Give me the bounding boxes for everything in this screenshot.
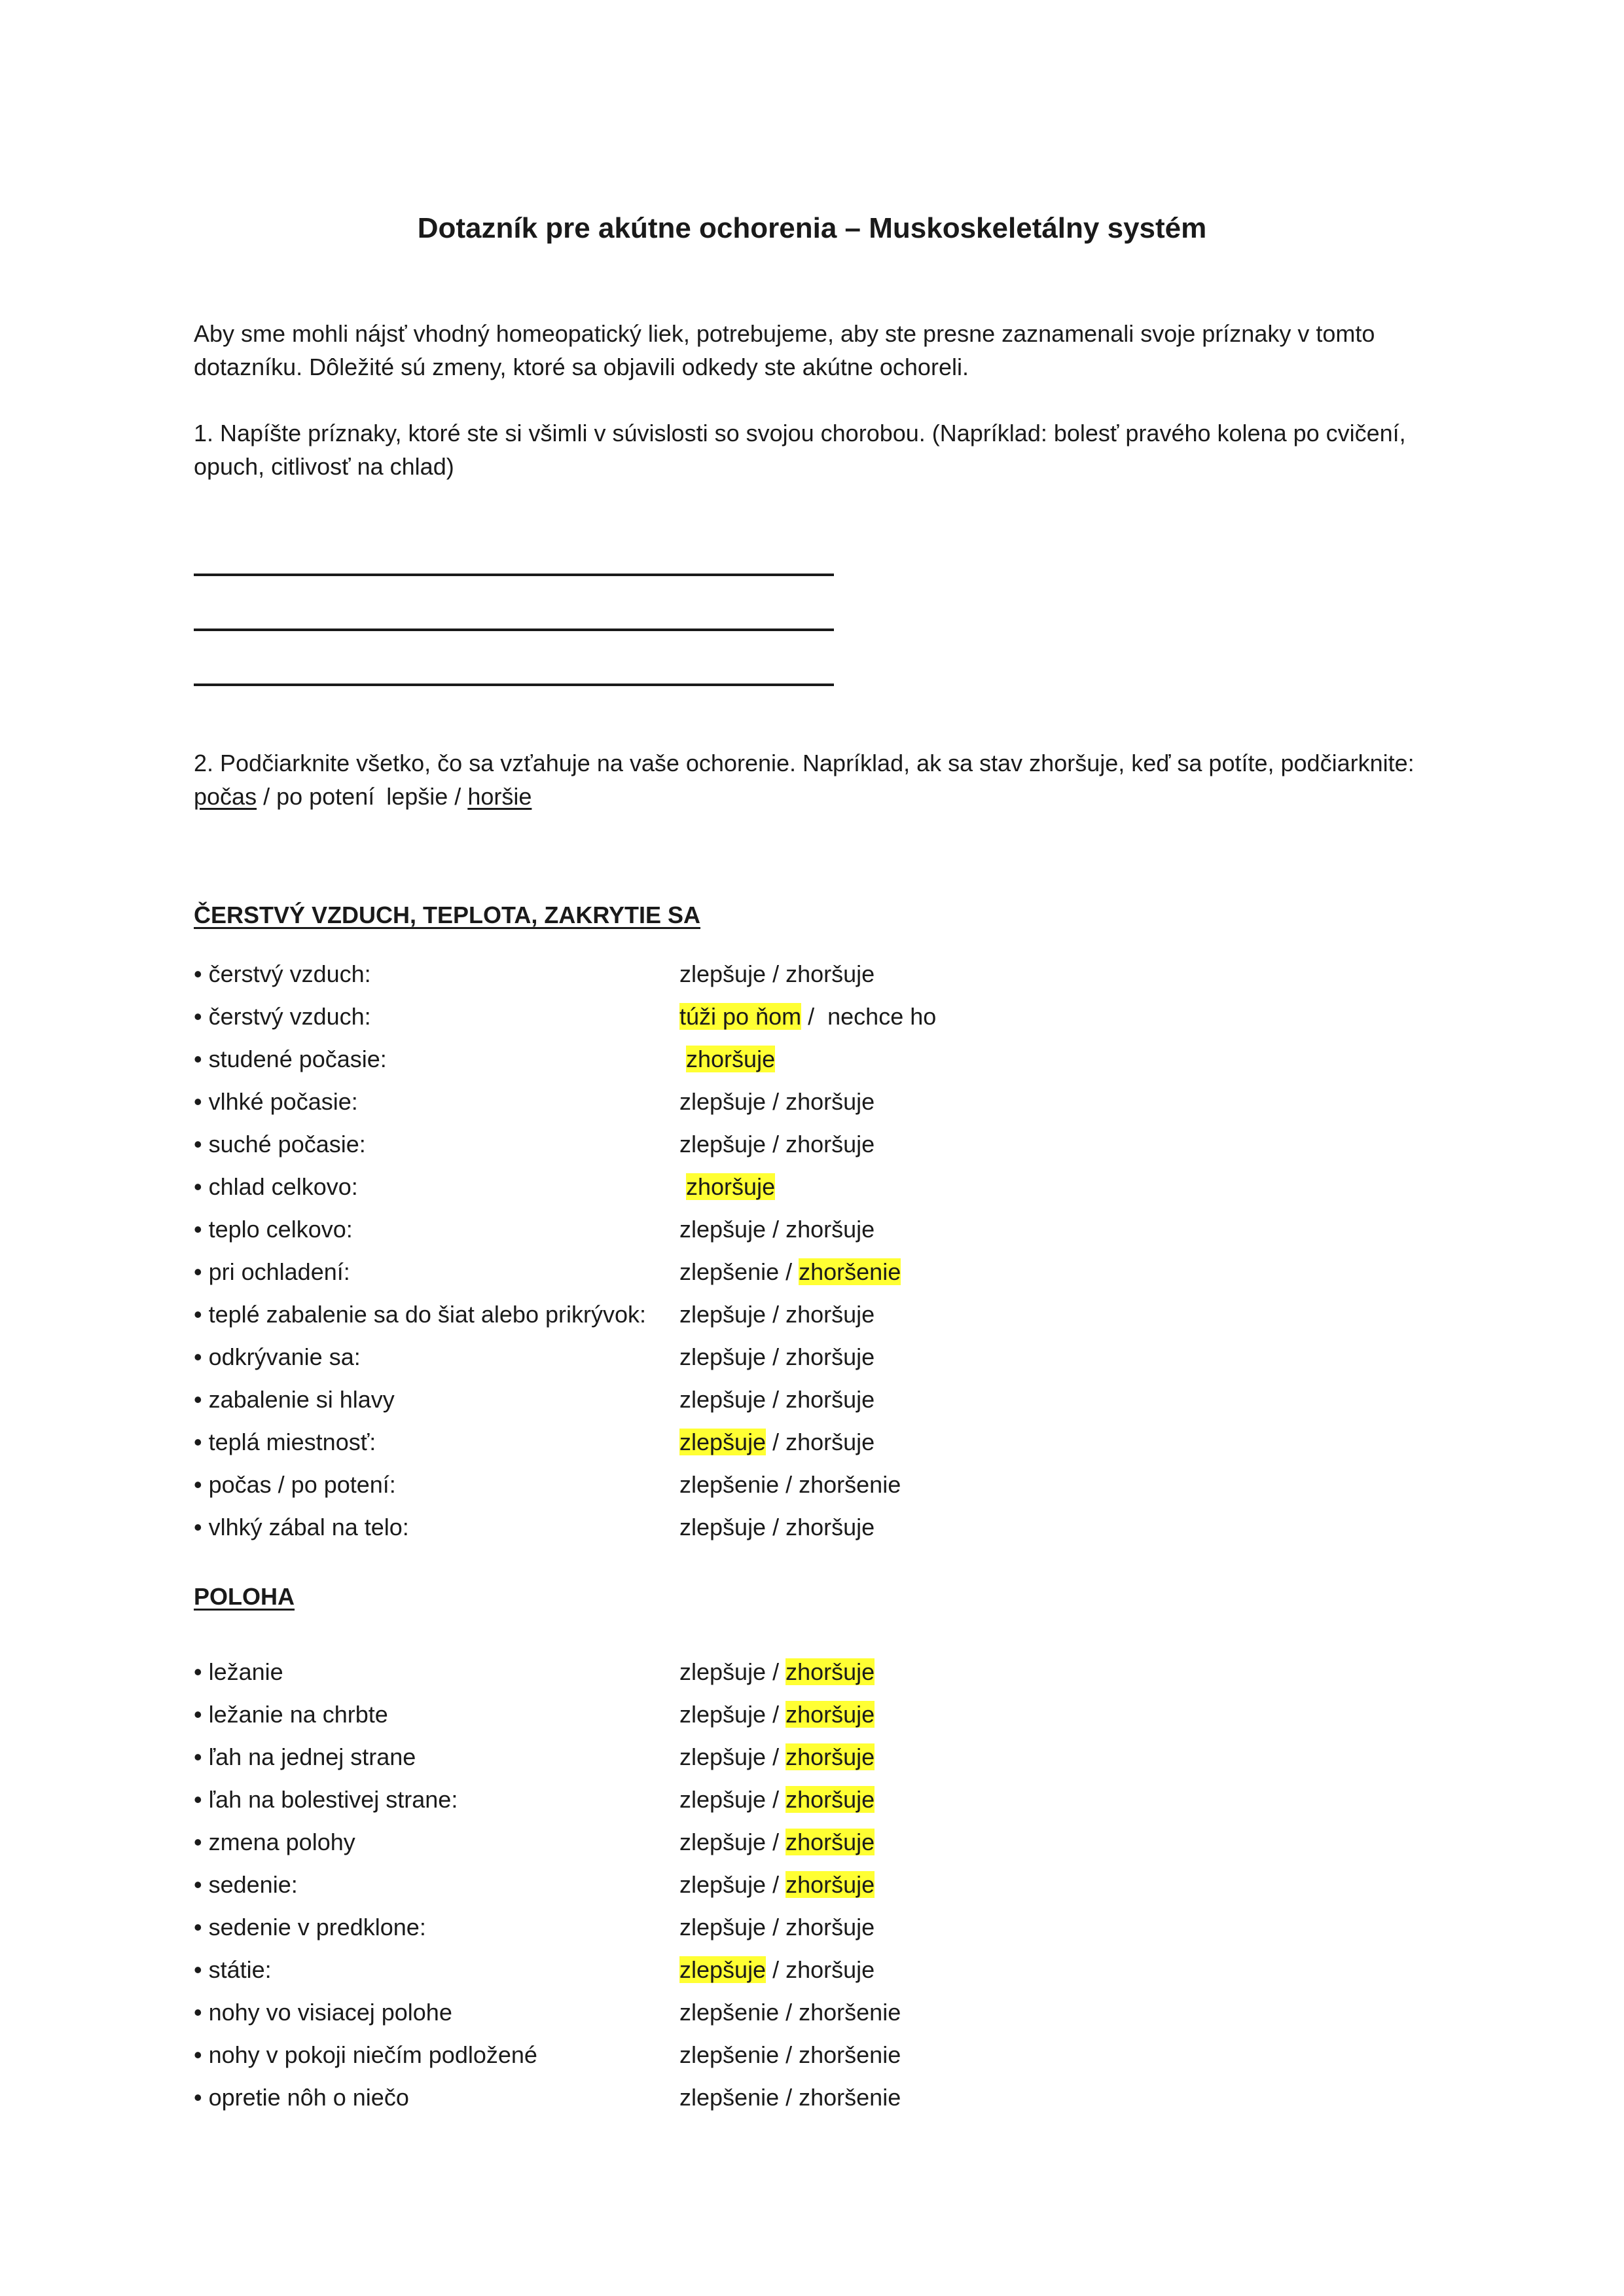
item-options [679, 1511, 875, 1544]
option-separator: / [766, 1216, 786, 1243]
item-label: • počas / po potení: [194, 1471, 396, 1498]
list-item [194, 1868, 1437, 1911]
item-options [679, 1426, 875, 1459]
option-separator: / [779, 1999, 799, 2026]
item-options [679, 1341, 875, 1374]
option-worse[interactable]: zhoršenie [799, 2084, 901, 2111]
item-options [679, 1298, 875, 1331]
list-item [194, 958, 1437, 1000]
option-better[interactable]: zlepšuje [679, 1131, 767, 1157]
option-better[interactable]: zlepšuje [679, 1914, 767, 1941]
item-label: • suché počasie: [194, 1131, 366, 1157]
item-label: • sedenie v predklone: [194, 1914, 426, 1941]
option-separator: / [766, 1871, 786, 1898]
item-options [679, 1000, 936, 1033]
list-item [194, 1383, 1437, 1426]
example-worse: horšie [467, 783, 532, 810]
option-worse[interactable]: zhoršuje [785, 960, 875, 987]
option-better[interactable]: zlepšenie [679, 2084, 780, 2111]
list-item [194, 1171, 1437, 1213]
option-worse[interactable]: nechce ho [827, 1003, 937, 1030]
option-separator: / [766, 1429, 786, 1455]
option-worse[interactable]: zhoršuje [785, 1088, 875, 1115]
option-worse[interactable]: zhoršenie [799, 1258, 901, 1285]
option-worse[interactable]: zhoršenie [799, 1999, 901, 2026]
item-options [679, 1383, 875, 1416]
option-worse[interactable]: zhoršuje [785, 1701, 875, 1728]
option-worse[interactable]: zhoršenie [799, 2041, 901, 2068]
item-label: • vlhké počasie: [194, 1088, 358, 1115]
item-label: • státie: [194, 1956, 272, 1983]
option-separator: / [766, 1829, 786, 1855]
option-worse[interactable]: zhoršuje [785, 1871, 875, 1898]
item-options [679, 1085, 875, 1118]
list-item [194, 1000, 1437, 1043]
option-better[interactable]: zlepšuje [679, 1743, 767, 1770]
option-better[interactable]: zlepšuje [679, 1343, 767, 1370]
option-better[interactable]: zlepšuje [679, 1956, 767, 1983]
option-worse[interactable]: zhoršuje [785, 1216, 875, 1243]
option-worse[interactable]: zhoršuje [785, 1301, 875, 1328]
item-options [679, 1868, 875, 1901]
item-label: • ľah na bolestivej strane: [194, 1786, 458, 1813]
item-label: • ľah na jednej strane [194, 1743, 416, 1770]
list-item [194, 1043, 1437, 1085]
item-label: • odkrývanie sa: [194, 1343, 361, 1370]
option-better[interactable]: zlepšuje [679, 1786, 767, 1813]
question-2-text [194, 746, 1451, 813]
item-options [679, 1698, 875, 1731]
option-better[interactable]: zlepšuje [679, 1871, 767, 1898]
list-item [194, 2039, 1437, 2081]
item-label: • zabalenie si hlavy [194, 1386, 395, 1413]
option-worse[interactable]: zhoršuje [686, 1173, 776, 1200]
section-heading-position: POLOHA [194, 1583, 295, 1610]
fresh-air-list [194, 958, 1437, 1554]
item-label: • ležanie [194, 1658, 283, 1685]
answer-line-1[interactable] [194, 574, 834, 577]
intro-paragraph: Aby sme mohli nájsť vhodný homeopatický liek, potrebujeme, aby ste presne zaznamenali svoje príznaky v tomto dotazníku. Dôležité sú zmeny, ktoré sa objavili odkedy ste akútne ochoreli. [194, 320, 1375, 380]
option-worse[interactable]: zhoršuje [785, 1786, 875, 1813]
option-separator: / [766, 1701, 786, 1728]
item-label: • teplo celkovo: [194, 1216, 353, 1243]
option-worse[interactable]: zhoršuje [785, 1429, 875, 1455]
option-separator: / [766, 1786, 786, 1813]
item-options [679, 1171, 775, 1203]
list-item [194, 1826, 1437, 1868]
option-separator: / [766, 1914, 786, 1941]
option-better[interactable]: zlepšuje [679, 1658, 767, 1685]
option-separator: / [766, 1088, 786, 1115]
section-heading-fresh-air: ČERSTVÝ VZDUCH, TEPLOTA, ZAKRYTIE SA [194, 902, 701, 928]
item-options [679, 1826, 875, 1859]
item-options [679, 1783, 875, 1816]
option-separator: / [766, 1301, 786, 1328]
option-separator: / [766, 960, 786, 987]
list-item [194, 1996, 1437, 2039]
option-worse[interactable]: zhoršuje [785, 1829, 875, 1855]
option-separator: / [766, 1743, 786, 1770]
item-label: • studené počasie: [194, 1046, 387, 1072]
item-label: • pri ochladení: [194, 1258, 350, 1285]
option-better[interactable]: zlepšuje [679, 1216, 767, 1243]
list-item [194, 1085, 1437, 1128]
option-separator: / [766, 1343, 786, 1370]
option-better[interactable]: zlepšuje [679, 1701, 767, 1728]
example-during: počas [194, 783, 257, 810]
item-options [679, 1911, 875, 1944]
item-label: • teplá miestnosť: [194, 1429, 376, 1455]
list-item [194, 1656, 1437, 1698]
item-label: • opretie nôh o niečo [194, 2084, 409, 2111]
item-label: • ležanie na chrbte [194, 1701, 388, 1728]
option-worse[interactable]: zhoršuje [785, 1514, 875, 1540]
item-label: • nohy v pokoji niečím podložené [194, 2041, 537, 2068]
option-separator [679, 1173, 686, 1200]
option-separator: / [779, 1258, 799, 1285]
item-options [679, 1996, 901, 2029]
option-separator: / [766, 1658, 786, 1685]
list-item [194, 1426, 1437, 1468]
item-options [679, 1043, 775, 1076]
option-separator: / [766, 1131, 786, 1157]
item-label: • čerstvý vzduch: [194, 1003, 371, 1030]
list-item [194, 1213, 1437, 1256]
option-worse[interactable]: zhoršuje [785, 1386, 875, 1413]
option-worse[interactable]: zhoršuje [686, 1046, 776, 1072]
list-item [194, 1698, 1437, 1741]
item-options [679, 1656, 875, 1688]
list-item [194, 2081, 1437, 2124]
document-title: Dotazník pre akútne ochorenia – Muskoskeletálny systém [417, 212, 1207, 245]
option-worse[interactable]: zhoršuje [785, 1131, 875, 1157]
option-separator: / [766, 1514, 786, 1540]
option-better[interactable]: zlepšuje [679, 1429, 767, 1455]
option-better[interactable]: zlepšuje [679, 960, 767, 987]
option-better[interactable]: túži po ňom [679, 1003, 802, 1030]
item-options [679, 958, 875, 991]
option-better[interactable]: zlepšuje [679, 1829, 767, 1855]
item-label: • vlhký zábal na telo: [194, 1514, 409, 1540]
option-worse[interactable]: zhoršuje [785, 1658, 875, 1685]
option-better[interactable]: zlepšenie [679, 1258, 780, 1285]
item-options [679, 1128, 875, 1161]
item-options [679, 1213, 875, 1246]
option-worse[interactable]: zhoršenie [799, 1471, 901, 1498]
item-options [679, 2039, 901, 2071]
item-label: • chlad celkovo: [194, 1173, 358, 1200]
item-options [679, 2081, 901, 2114]
list-item [194, 1256, 1437, 1298]
answer-line-3[interactable] [194, 683, 834, 687]
example-after-sweating: / po potení [257, 783, 375, 810]
option-separator [679, 1046, 686, 1072]
item-label: • zmena polohy [194, 1829, 355, 1855]
option-better[interactable]: zlepšuje [679, 1301, 767, 1328]
list-item [194, 1511, 1437, 1554]
option-separator: / [801, 1003, 828, 1030]
list-item [194, 1128, 1437, 1171]
list-item [194, 1783, 1437, 1826]
example-better: lepšie / [386, 783, 461, 810]
option-better[interactable]: zlepšuje [679, 1088, 767, 1115]
answer-line-2[interactable] [194, 629, 834, 632]
option-separator: / [779, 2084, 799, 2111]
option-better[interactable]: zlepšuje [679, 1386, 767, 1413]
position-list [194, 1656, 1437, 2124]
option-worse[interactable]: zhoršuje [785, 1743, 875, 1770]
option-separator: / [766, 1956, 786, 1983]
item-options [679, 1741, 875, 1774]
list-item [194, 1341, 1437, 1383]
list-item [194, 1298, 1437, 1341]
item-label: • sedenie: [194, 1871, 298, 1898]
option-better[interactable]: zlepšenie [679, 1471, 780, 1498]
option-worse[interactable]: zhoršuje [785, 1956, 875, 1983]
option-separator: / [779, 2041, 799, 2068]
list-item [194, 1741, 1437, 1783]
list-item [194, 1911, 1437, 1954]
list-item [194, 1954, 1437, 1996]
item-label: • čerstvý vzduch: [194, 960, 371, 987]
item-label: • teplé zabalenie sa do šiat alebo prikrývok: [194, 1301, 646, 1328]
list-item [194, 1468, 1437, 1511]
option-worse[interactable]: zhoršuje [785, 1343, 875, 1370]
option-better[interactable]: zlepšuje [679, 1514, 767, 1540]
item-options [679, 1468, 901, 1501]
option-worse[interactable]: zhoršuje [785, 1914, 875, 1941]
question-2-instruction: 2. Podčiarknite všetko, čo sa vzťahuje na vaše ochorenie. Napríklad, ak sa stav zhoršuje, keď sa potíte, podčiarknite: [194, 750, 1415, 776]
option-better[interactable]: zlepšenie [679, 2041, 780, 2068]
item-options [679, 1954, 875, 1986]
item-label: • nohy vo visiacej polohe [194, 1999, 452, 2026]
option-separator: / [766, 1386, 786, 1413]
option-separator: / [779, 1471, 799, 1498]
item-options [679, 1256, 901, 1288]
option-better[interactable]: zlepšenie [679, 1999, 780, 2026]
question-1-text: 1. Napíšte príznaky, ktoré ste si všimli v súvislosti so svojou chorobou. (Napríklad: bolesť pravého kolena po cvičení, opuch, citlivosť na chlad) [194, 420, 1406, 480]
